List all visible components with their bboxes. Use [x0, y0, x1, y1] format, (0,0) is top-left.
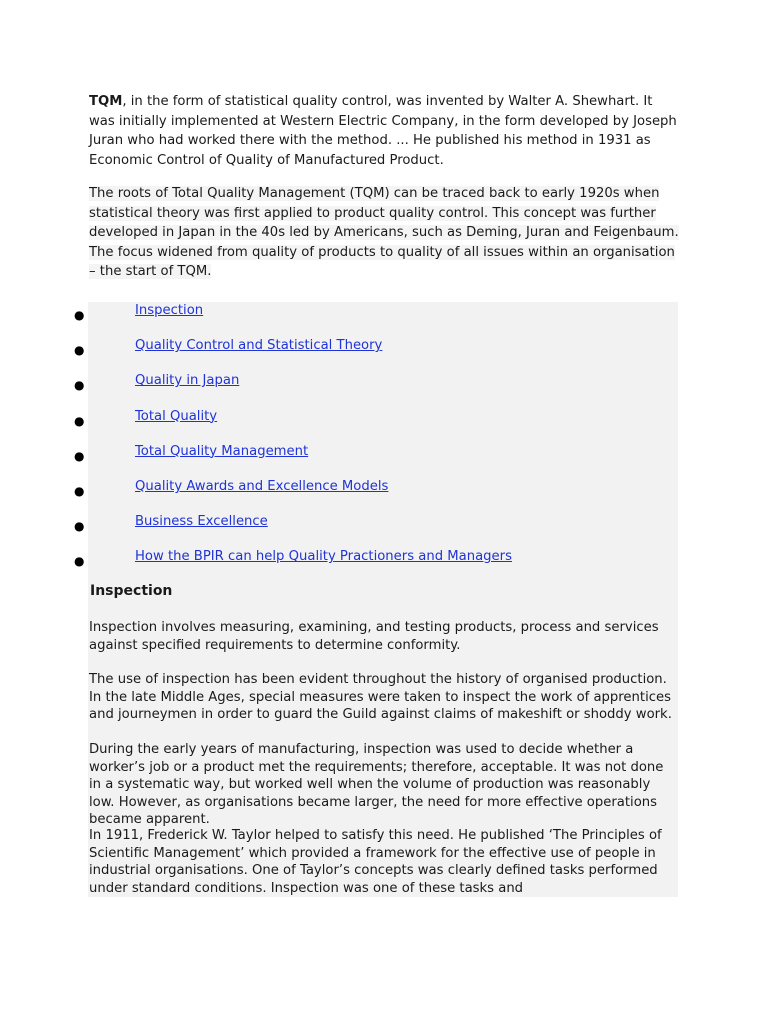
bullet-icon: ● — [74, 483, 85, 498]
bullet-icon: ● — [74, 308, 85, 322]
bullet-icon: ● — [74, 448, 85, 463]
section-paragraph-2: The use of inspection has been evident throughout the history of organised production. In the late Middle Ages, special measures were taken to inspect the work of apprentices and journeymen in order to guard the Guild against claims of makeshift or shoddy work. — [89, 672, 672, 723]
section-paragraph-4: In 1911, Frederick W. Taylor helped to satisfy this need. He published ‘The Principles of Scientific Management’ which provided a framework for the effective use of people in industrial organisations. One of Taylor’s concepts was clearly defined tasks performed under standard conditions. Inspection was one of these tasks and — [89, 828, 662, 896]
intro-paragraph-2 — [89, 184, 679, 282]
bullet-icon: ● — [74, 554, 85, 569]
toc-item — [0, 546, 680, 581]
bullet-icon: ● — [74, 378, 85, 393]
section-paragraph-1: Inspection involves measuring, examining, and testing products, process and services against specified requirements to determine conformity. — [89, 620, 659, 653]
intro-paragraph-1 — [89, 92, 679, 170]
bullet-icon: ● — [74, 519, 85, 534]
toc-link-inspection[interactable]: Inspection — [135, 303, 204, 318]
toc-item — [0, 441, 680, 476]
toc-link-total-quality-management[interactable]: Total Quality Management — [135, 443, 309, 459]
bullet-icon: ● — [74, 343, 85, 358]
toc-item — [0, 300, 680, 335]
toc-item — [0, 476, 680, 511]
section-paragraph-3: During the early years of manufacturing, inspection was used to decide whether a worker’s job or a product met the requirements; therefore, acceptable. It was not done in a systematic way, but worked well when the volume of production was reasonably low. However, as organisations became larger, the need for more effective operations became apparent. — [89, 742, 664, 828]
table-of-contents — [0, 300, 680, 582]
toc-item — [0, 335, 680, 370]
toc-item — [0, 370, 680, 405]
toc-item — [0, 511, 680, 546]
intro-paragraph-1-text: , in the form of statistical quality control, was invented by Walter A. Shewhart. It was initially implemented at Western Electric Company, in the form developed by Joseph Juran who had worked there with the method. ... He published his method in 1931 as Economic Control of Quality of Manufactured Product. — [89, 94, 677, 168]
toc-link-total-quality[interactable]: Total Quality — [135, 408, 218, 424]
toc-link-quality-in-japan[interactable]: Quality in Japan — [135, 373, 240, 389]
toc-item — [0, 406, 680, 441]
bullet-icon: ● — [74, 413, 85, 428]
toc-link-quality-control[interactable]: Quality Control and Statistical Theory — [135, 338, 383, 354]
intro-paragraph-2-text: The roots of Total Quality Management (TQM) can be traced back to early 1920s when statistical theory was first applied to product quality control. This concept was further developed in Japan in the 40s led by Americans, such as Deming, Juran and Feigenbaum. The focus widened from quality of products to quality of all issues within an organisation – the start of TQM. — [89, 186, 679, 279]
toc-link-bpir[interactable]: How the BPIR can help Quality Practioners and Managers — [135, 549, 512, 565]
toc-link-quality-awards[interactable]: Quality Awards and Excellence Models — [135, 478, 389, 494]
section-heading: Inspection — [90, 583, 173, 599]
tqm-term: TQM — [89, 94, 123, 109]
toc-link-business-excellence[interactable]: Business Excellence — [135, 514, 268, 530]
